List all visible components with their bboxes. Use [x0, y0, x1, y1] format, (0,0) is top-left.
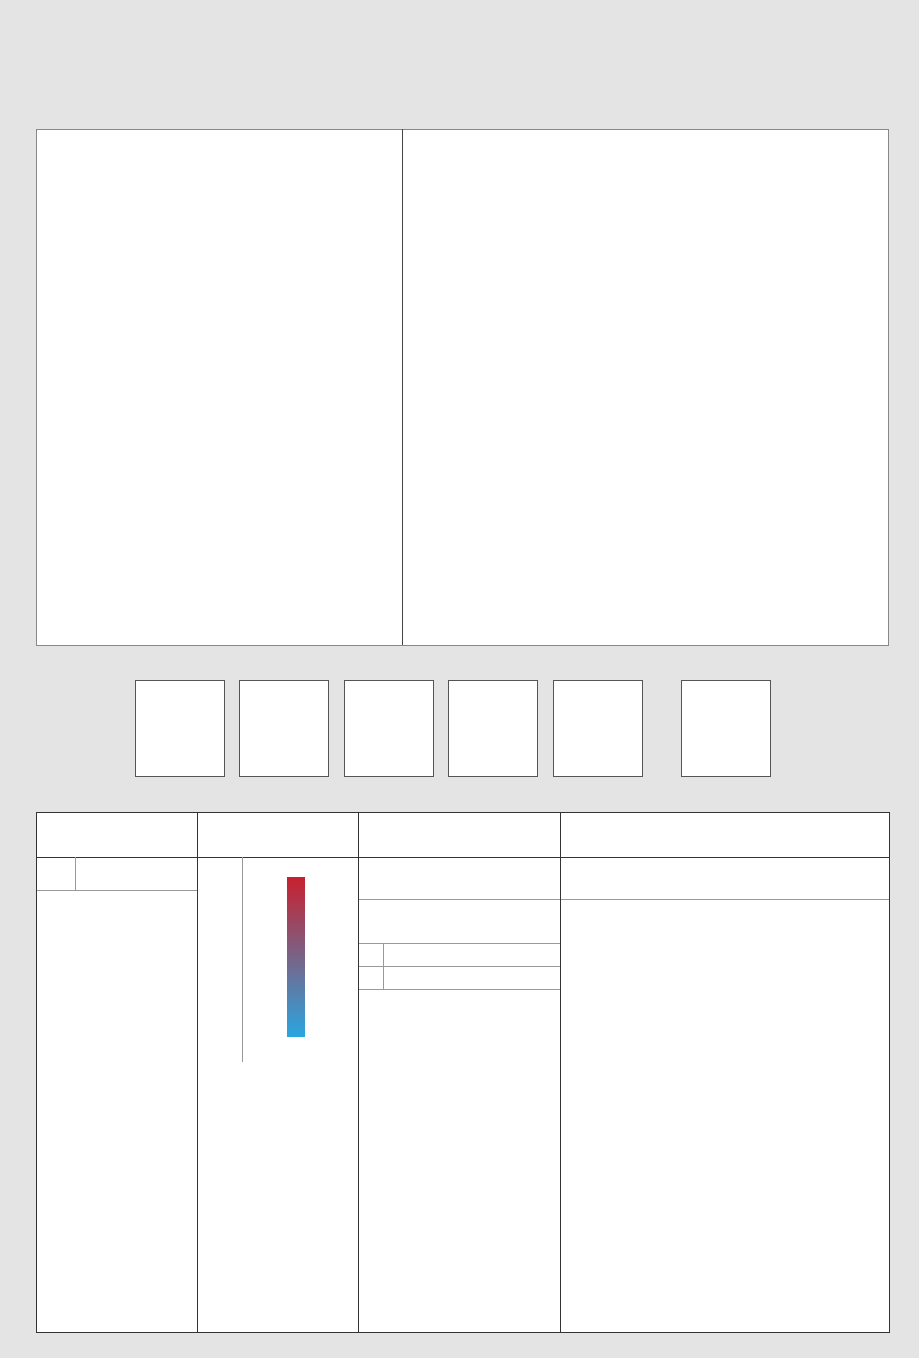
heat-gradient-bar — [287, 877, 305, 1037]
design-blank-row — [359, 899, 560, 944]
code-letter-resistor — [344, 680, 434, 777]
heat-header — [198, 813, 358, 858]
code-letter-thread — [239, 680, 329, 777]
resistor-row — [37, 857, 197, 891]
design-iridium-row — [359, 943, 560, 967]
design-suffix-row — [359, 857, 560, 900]
gap-default-row — [561, 857, 889, 900]
resistor-header — [37, 813, 197, 858]
heat-panel — [197, 812, 359, 1333]
code-letter-type — [135, 680, 225, 777]
code-gap — [681, 680, 771, 777]
gap-panel — [560, 812, 890, 1333]
design-panel — [358, 812, 561, 1333]
resistor-panel — [36, 812, 198, 1333]
gap-header — [561, 813, 889, 858]
code-heat-number — [448, 680, 538, 777]
design-platinum-row — [359, 966, 560, 990]
design-header — [359, 813, 560, 858]
code-letter-design — [553, 680, 643, 777]
